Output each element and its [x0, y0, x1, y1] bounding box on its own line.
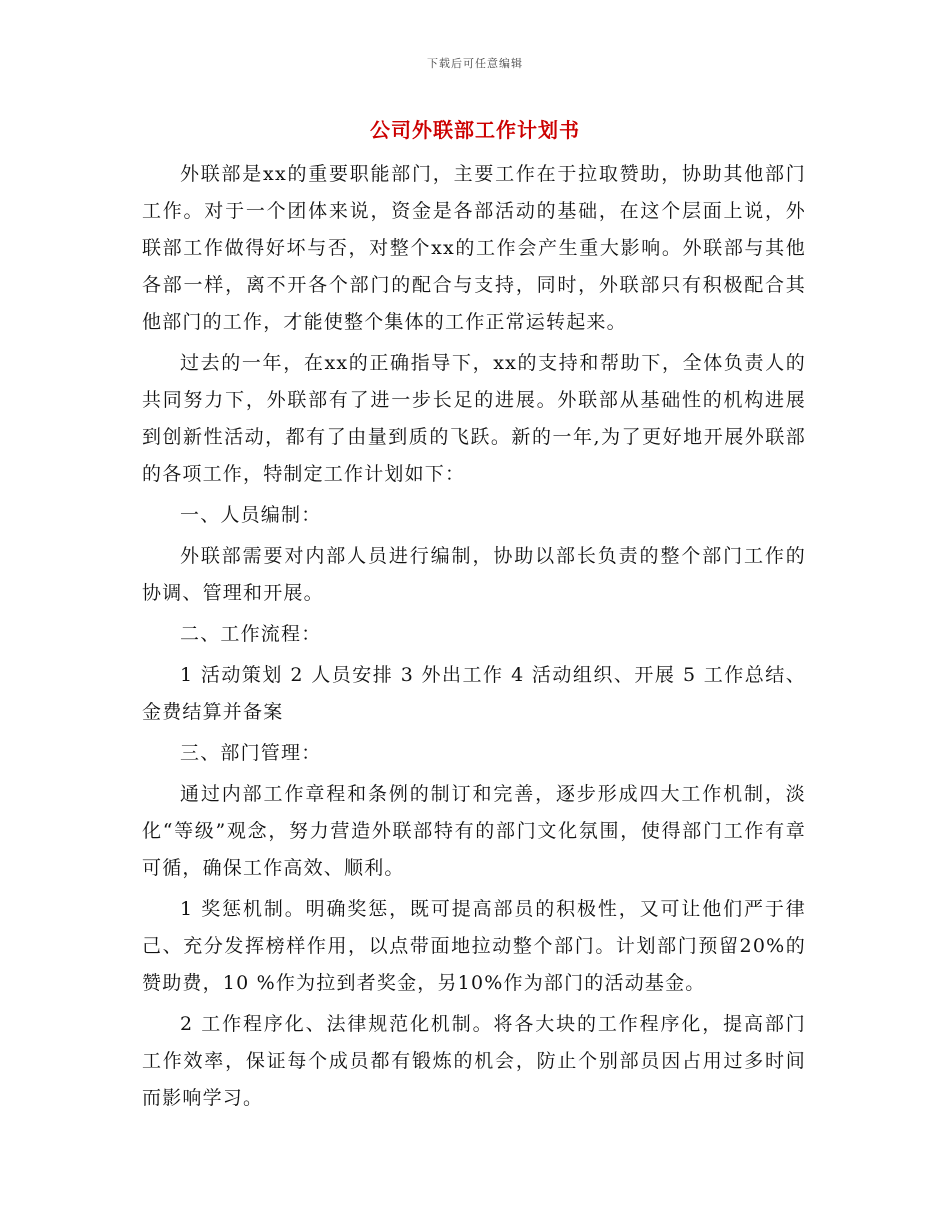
section-heading-staffing: 一、人员编制：	[180, 504, 322, 526]
paragraph-procedure-mechanism: 2 工作程序化、法律规范化机制。将各大块的工作程序化，提高部门工作效率，保证每个成员都有锻炼的机会，防止个别部员因占用过多时间而影响学习。	[142, 1013, 806, 1109]
paragraph-reward-mechanism: 1 奖惩机制。明确奖惩，既可提高部员的积极性，又可让他们严于律己、充分发挥榜样作用，以点带面地拉动整个部门。计划部门预留20%的赞助费，10 %作为拉到者奖金，另10%作为部门的活动基金。	[142, 898, 806, 994]
paragraph-staffing: 外联部需要对内部人员进行编制，协助以部长负责的整个部门工作的协调、管理和开展。	[142, 545, 806, 604]
paragraph-review: 过去的一年，在xx的正确指导下，xx的支持和帮助下，全体负责人的共同努力下，外联部有了进一步长足的进展。外联部从基础性的机构进展到创新性活动，都有了由量到质的飞跃。新的一年,为了更好地开展外联部的各项工作，特制定工作计划如下：	[142, 352, 806, 485]
section-heading-management: 三、部门管理：	[180, 742, 322, 764]
document-title: 公司外联部工作计划书	[370, 118, 580, 142]
page-header-note: 下载后可任意编辑	[427, 57, 523, 70]
paragraph-intro: 外联部是xx的重要职能部门，主要工作在于拉取赞助，协助其他部门工作。对于一个团体来说，资金是各部活动的基础，在这个层面上说，外联部工作做得好坏与否，对整个xx的工作会产生重大影响。外联部与其他各部一样，离不开各个部门的配合与支持，同时，外联部只有积极配合其他部门的工作，才能使整个集体的工作正常运转起来。	[142, 163, 806, 333]
document-body	[142, 156, 806, 1121]
section-heading-workflow: 二、工作流程：	[180, 623, 322, 645]
paragraph-workflow: 1 活动策划 2 人员安排 3 外出工作 4 活动组织、开展 5 工作总结、金费结算并备案	[142, 664, 806, 723]
paragraph-management: 通过内部工作章程和条例的制订和完善，逐步形成四大工作机制，淡化“等级”观念，努力营造外联部特有的部门文化氛围，使得部门工作有章可循，确保工作高效、顺利。	[142, 783, 806, 879]
